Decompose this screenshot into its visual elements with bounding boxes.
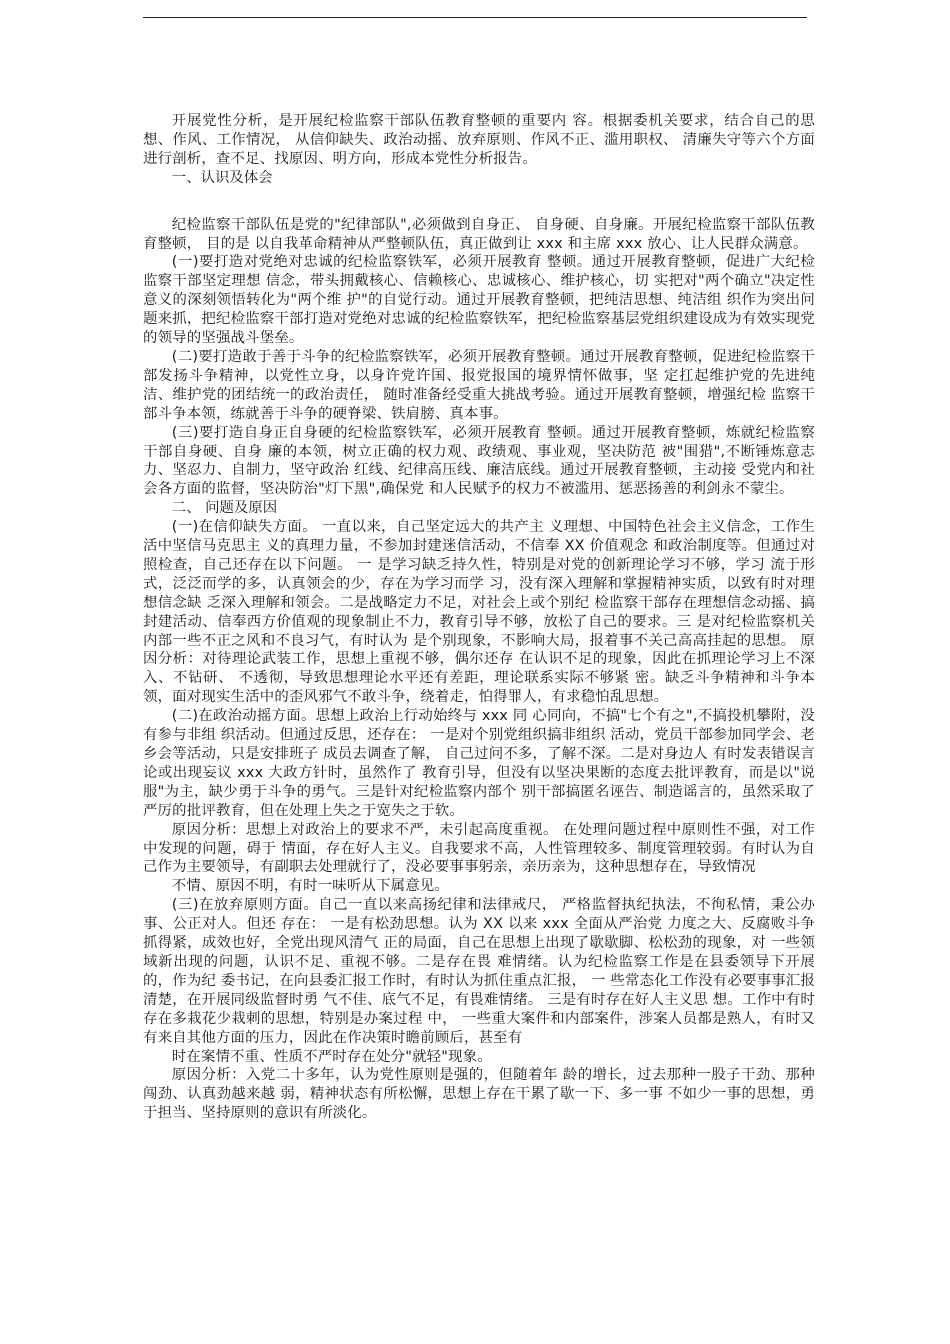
- section1-point-1: (一)要打造对党绝对忠诚的纪检监察铁军，必须开展教育 整顿。通过开展教育整顿，促进广大纪检监察干部坚定理想 信念，带头拥戴核心、信赖核心、忠诚核心、维护核心，切 实把对"两个确立"决定性意义的深刻领悟转化为"两个维 护"的自觉行动。通过开展教育整顿，把纯洁思想、纯洁组 织作为突出问题来抓，把纪检监察干部打造对党绝对忠诚的纪检监察铁军，把纪检监察基层党组织建设成为有效实现党的领导的坚强战斗堡垒。: [143, 254, 815, 347]
- section1-intro-paragraph: 纪检监察干部队伍是党的"纪律部队",必须做到自身正、 自身硬、自身廉。开展纪检监察干部队伍教育整顿， 目的是 以自我革命精神从严整顿队伍，真正做到让 xxx 和主席 xxx 放心、让人民群众满意。: [143, 216, 815, 252]
- section2-analysis-1: 原因分析：思想上对政治上的要求不严，未引起高度重视。 在处理问题过程中原则性不强，对工作中发现的问题，碍于 情面，存在好人主义。自我要求不高，人性管理较多、制度管理较弱。有时认为自己作为主要领导，有副职去处理就行了，没必要事事躬亲，亲历亲为，这种思想存在，导致情况: [143, 821, 815, 876]
- intro-paragraph: 开展党性分析，是开展纪检监察干部队伍教育整顿的重要内 容。根据委机关要求，结合自己的思想、作风、工作情况， 从信仰缺失、政治动摇、放弃原则、作风不正、滥用职权、 清廉失守等六个方面进行剖析，查不足、找原因、明方向，形成本党性分析报告。: [143, 113, 815, 167]
- section1-point-2: (二)要打造敢于善于斗争的纪检监察铁军，必须开展教育整顿。通过开展教育整顿，促进纪检监察干部发扬斗争精神，以党性立身，以身许党许国、报党报国的境界情怀做事，坚 定扛起维护党的先进纯洁、维护党的团结统一的政治责任， 随时准备经受重大挑战考验。通过开展教育整顿，增强纪检 监察干部斗争本领，练就善于斗争的硬脊梁、铁肩膀、真本事。: [143, 348, 815, 422]
- header-rule: [143, 17, 807, 18]
- section-heading-2: 二、 问题及原因: [171, 500, 278, 517]
- section2-point-1: (一)在信仰缺失方面。 一直以来，自己坚定远大的共产主 义理想、中国特色社会主义信念，工作生活中坚信马克思主 义的真理力量，不参加封建迷信活动，不信奉 XX 价值观念 和政治制度等。但通过对照检查，自己还存在以下问题。 一 是学习缺乏持久性，特别是对党的创新理论学习不够，学习 流于形式，泛泛而学的多，认真领会的少，存在为学习而学 习，没有深入理解和掌握精神实质，以致有时对理想信念缺 乏深入理解和领会。二是战略定力不足，对社会上或个别纪 检监察干部存在理想信念动摇、搞封建活动、信奉西方价值观的现象制止不力，教育引导不够，放松了自己的要求。三 是对纪检监察机关内部一些不正之风和不良习气，有时认为 是个别现象，不影响大局，报着事不关己高高挂起的思想。 原因分析：对待理论武装工作，思想上重视不够，偶尔还存 在认识不足的现象，因此在抓理论学习上不深入、不钻研、 不透彻，导致思想理论水平还有差距，理论联系实际不够紧 密。缺乏斗争精神和斗争本领，面对现实生活中的歪风邪气不敢斗争，绕着走，怕得罪人，有求稳怕乱思想。: [143, 519, 815, 706]
- section2-point-3-cont: 时在案情不重、性质不严时存在处分"就轻"现象。: [171, 1048, 492, 1065]
- section-heading-1: 一、认识及体会: [171, 169, 273, 186]
- section2-analysis-1-cont: 不情、原因不明，有时一味听从下属意见。: [171, 878, 450, 895]
- section2-point-3: (三)在放弃原则方面。自己一直以来高扬纪律和法律戒尺， 严格监督执纪执法，不徇私情，秉公办事、公正对人。但还 存在： 一是有松劲思想。认为 XX 以来 xxx 全面从严治党 力度之大、反腐败斗争抓得紧，成效也好，全党出现风清气 正的局面，自己在思想上出现了歇歇脚、松松劲的现象，对 一些领域新出现的问题，认识不足、重视不够。二是存在畏 难情绪。认为纪检监察工作是在县委领导下开展的，作为纪 委书记，在向县委汇报工作时，有时认为抓住重点汇报， 一 些常态化工作没有必要事事汇报清楚，在开展同级监督时勇 气不佳、底气不足，有畏难情绪。 三是有时存在好人主义思 想。工作中有时存在多栽花少栽刺的思想，特别是办案过程 中， 一些重大案件和内部案件，涉案人员都是熟人，有时又 有来自其他方面的压力，因此在作决策时瞻前顾后，甚至有: [143, 897, 815, 1046]
- section1-point-3: (三)要打造自身正自身硬的纪检监察铁军，必须开展教育 整顿。通过开展教育整顿，炼就纪检监察干部自身硬、自身 廉的本领，树立正确的权力观、政绩观、事业观，坚决防范 被"围猎",不断锤炼意志力、坚忍力、自制力，坚守政治 红线、纪律高压线、廉洁底线。通过开展教育整顿，主动接 受党内和社会各方面的监督，坚决防治"灯下黑",确保党 和人民赋予的权力不被滥用、惩恶扬善的利剑永不蒙尘。: [143, 424, 815, 498]
- section2-analysis-2: 原因分析：入党二十多年，认为党性原则是强的，但随着年 龄的增长，过去那种一股子干劲、那种闯劲、认真劲越来越 弱，精神状态有所松懈，思想上存在干累了歇一下、多一事 不如少一事的思想，勇于担当、坚持原则的意识有所淡化。: [143, 1067, 815, 1122]
- document-body: [143, 112, 815, 1123]
- section2-point-2: (二)在政治动摇方面。思想上政治上行动始终与 xxx 同 心同向，不搞"七个有之",不搞投机攀附，没有参与非组 织活动。但通过反思，还存在： 一是对个别党组织搞非组织 活动，党员干部参加同学会、老乡会等活动，只是安排班子 成员去调查了解， 自己过问不多，了解不深。二是对身边人 有时发表错误言论或出现妄议 xxx 大政方针时，虽然作了 教育引导，但没有以坚决果断的态度去批评教育，而是以"说 服"为主，缺少勇于斗争的勇气。三是针对纪检监察内部个 别干部搞匿名诬告、制造谣言的，虽然采取了严厉的批评教育，但在处理上失之于宽失之于软。: [143, 708, 815, 819]
